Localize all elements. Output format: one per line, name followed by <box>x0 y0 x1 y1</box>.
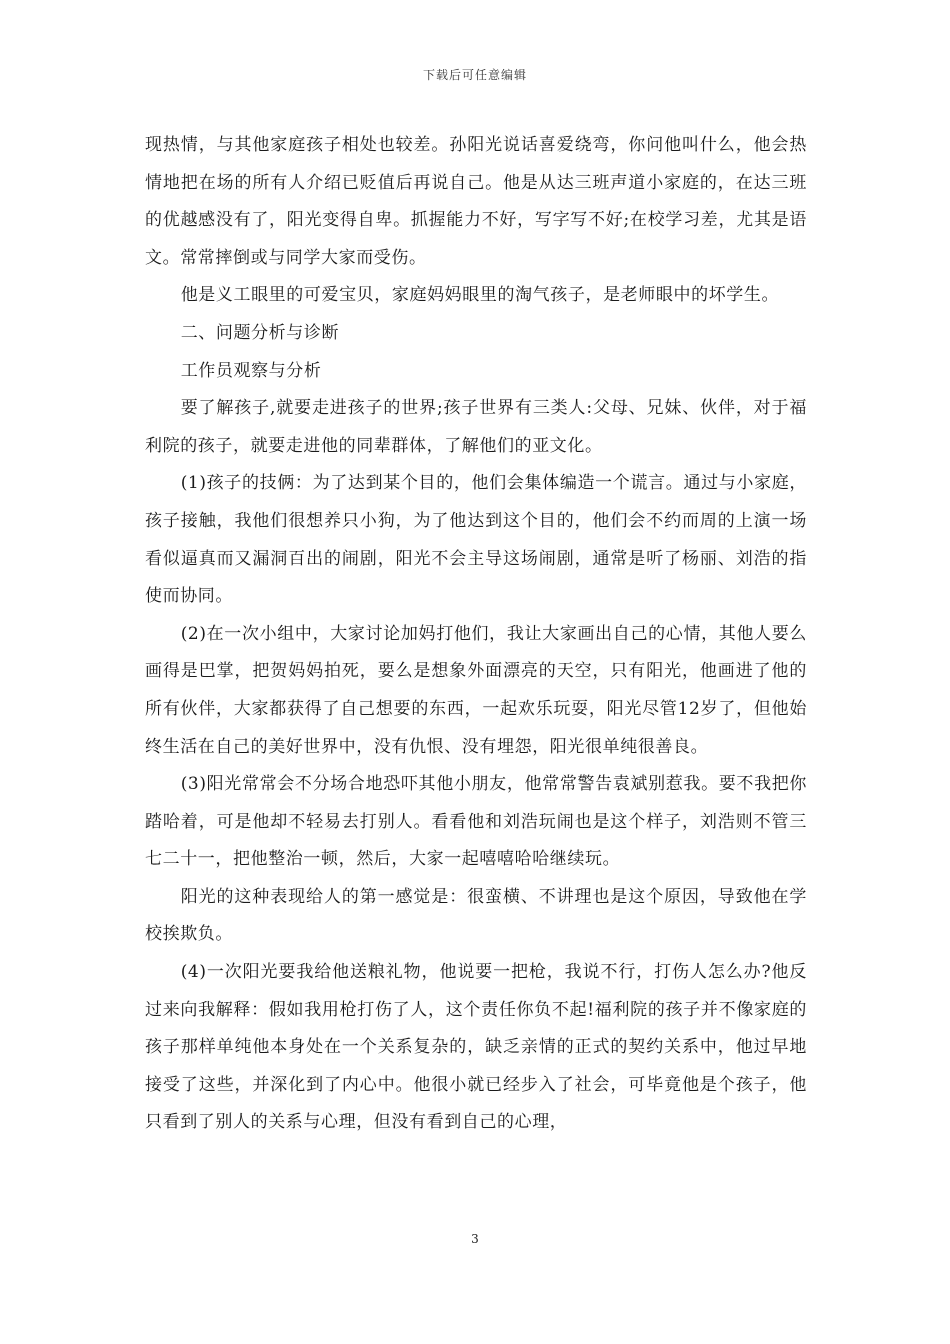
paragraph: 现热情，与其他家庭孩子相处也较差。孙阳光说话喜爱绕弯，你问他叫什么，他会热情地把在场的所有人介绍已贬值后再说自己。他是从达三班声道小家庭的，在达三班的优越感没有了，阳光变得自卑。抓握能力不好，写字写不好;在校学习差，尤其是语文。常常摔倒或与同学大家而受伤。 <box>145 135 807 268</box>
paragraph: 他是义工眼里的可爱宝贝，家庭妈妈眼里的淘气孩子，是老师眼中的坏学生。 <box>180 285 780 306</box>
paragraph: (2)在一次小组中，大家讨论加妈打他们，我让大家画出自己的心情，其他人要么画得是巴掌，把贺妈妈拍死，要么是想象外面漂亮的天空，只有阳光，他画进了他的所有伙伴，大家都获得了自己想要的东西，一起欢乐玩耍，阳光尽管12岁了，但他始终生活在自己的美好世界中，没有仇恨、没有埋怨，阳光很单纯很善良。 <box>145 623 807 757</box>
paragraph: (4)一次阳光要我给他送粮礼物，他说要一把枪，我说不行，打伤人怎么办?他反过来向我解释：假如我用枪打伤了人，这个责任你负不起!福利院的孩子并不像家庭的孩子那样单纯他本身处在一个关系复杂的，缺乏亲情的正式的契约关系中，他过早地接受了这些，并深化到了内心中。他很小就已经步入了社会，可毕竟他是个孩子，他只看到了别人的关系与心理，但没有看到自己的心理， <box>145 962 807 1133</box>
paragraph: 要了解孩子,就要走进孩子的世界;孩子世界有三类人:父母、兄妹、伙伴，对于福利院的孩子，就要走进他的同辈群体，了解他们的亚文化。 <box>145 398 807 456</box>
section-heading: 二、问题分析与诊断 <box>180 322 340 343</box>
subsection-heading: 工作员观察与分析 <box>180 360 322 381</box>
paragraph: 阳光的这种表现给人的第一感觉是：很蛮横、不讲理也是这个原因，导致他在学校挨欺负。 <box>145 886 807 945</box>
page-number: 3 <box>471 1232 479 1246</box>
document-body <box>145 127 807 1142</box>
paragraph: (3)阳光常常会不分场合地恐吓其他小朋友，他常常警告袁斌别惹我。要不我把你踏哈着，可是他却不轻易去打别人。看看他和刘浩玩闹也是这个样子，刘浩则不管三七二十一，把他整治一顿，然后，大家一起嘻嘻哈哈继续玩。 <box>145 774 807 870</box>
page-header: 下载后可任意编辑 <box>422 68 527 82</box>
paragraph: (1)孩子的技俩：为了达到某个目的，他们会集体编造一个谎言。通过与小家庭，孩子接触，我他们很想养只小狗，为了他达到这个目的，他们会不约而周的上演一场看似逼真而又漏洞百出的闹剧，阳光不会主导这场闹剧，通常是听了杨丽、刘浩的指使而协同。 <box>145 473 807 607</box>
